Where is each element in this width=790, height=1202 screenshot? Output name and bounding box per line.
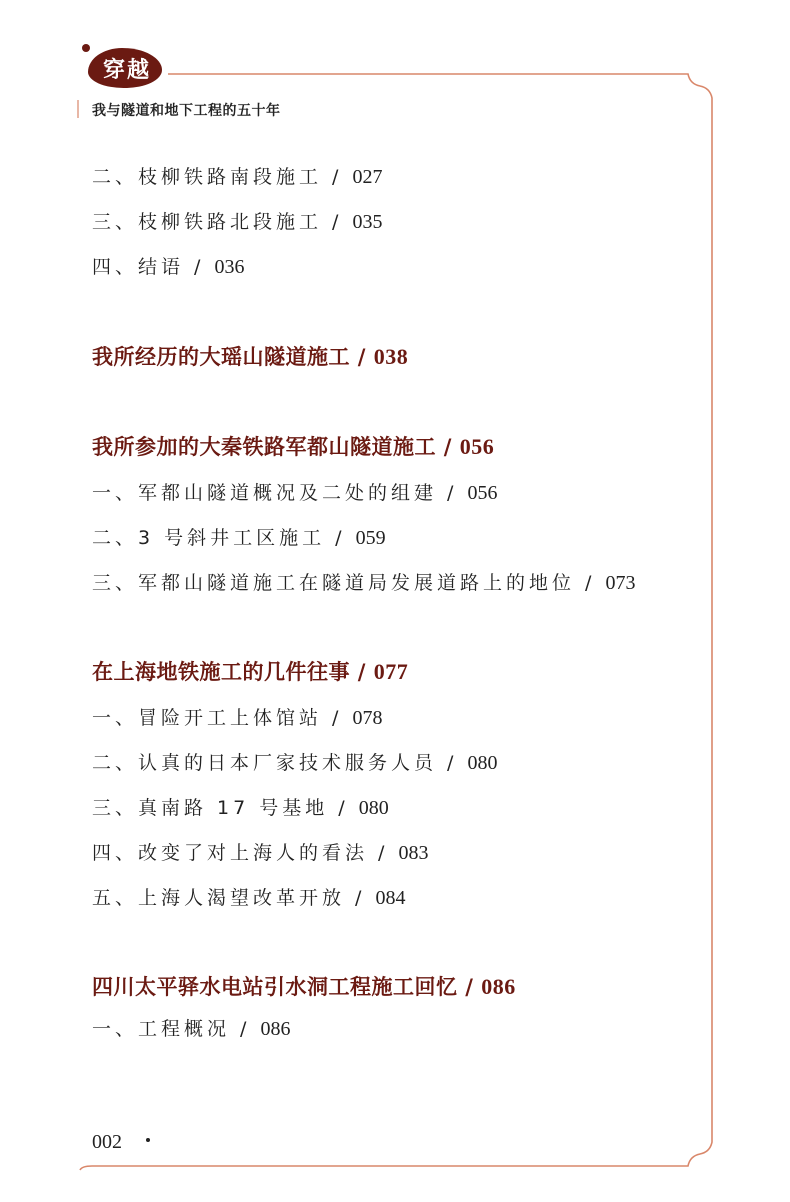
toc-page-number: 056 (459, 434, 495, 459)
logo-dot-icon (82, 44, 90, 52)
toc-item-label: 一、工程概况 (92, 1018, 231, 1040)
toc-item (92, 1014, 291, 1041)
toc-chapter-title (92, 656, 408, 686)
toc-page-number: 035 (352, 211, 383, 233)
toc-item (92, 793, 389, 820)
toc-page-number: 083 (398, 842, 429, 864)
toc-separator: / (368, 842, 399, 864)
toc-page-number: 078 (352, 707, 383, 729)
page-number-dot-icon (146, 1138, 150, 1142)
toc-item (92, 703, 383, 730)
toc-item-label: 二、枝柳铁路南段施工 (92, 166, 323, 188)
toc-page-number: 038 (373, 344, 409, 369)
toc-item-label: 四、改变了对上海人的看法 (92, 842, 369, 864)
toc-page-number: 084 (375, 887, 406, 909)
chapter-title-text: 四川太平驿水电站引水洞工程施工回忆 (92, 974, 458, 999)
logo-text: 穿越 (102, 57, 151, 83)
toc-page-number: 056 (467, 482, 498, 504)
toc-chapter-title (92, 431, 494, 461)
toc-separator: / (457, 974, 482, 999)
toc-separator: / (230, 1018, 261, 1040)
toc-chapter-title (92, 341, 408, 371)
book-logo (82, 44, 168, 96)
toc-item (92, 568, 636, 595)
page-number: 002 (92, 1131, 122, 1153)
toc-separator: / (350, 344, 374, 369)
toc-separator: / (322, 211, 353, 233)
toc-item (92, 523, 386, 550)
toc-separator: / (350, 659, 374, 684)
toc-separator: / (437, 482, 468, 504)
toc-page-number: 077 (373, 659, 409, 684)
toc-item (92, 478, 498, 505)
toc-item-label: 一、冒险开工上体馆站 (92, 707, 323, 729)
toc-item-label: 三、军都山隧道施工在隧道局发展道路上的地位 (92, 572, 576, 594)
toc-separator: / (322, 166, 353, 188)
toc-item-label: 三、枝柳铁路北段施工 (92, 211, 323, 233)
toc-item-label: 五、上海人渴望改革开放 (92, 887, 346, 909)
toc-separator: / (575, 572, 606, 594)
toc-page-number: 027 (352, 166, 383, 188)
toc-item-label: 四、结语 (92, 256, 185, 278)
toc-page-number: 073 (605, 572, 636, 594)
toc-page-number: 036 (214, 256, 245, 278)
toc-separator: / (325, 527, 356, 549)
chapter-title-text: 我所经历的大瑶山隧道施工 (92, 344, 350, 369)
toc-separator: / (184, 256, 215, 278)
book-subtitle: 我与隧道和地下工程的五十年 (92, 103, 281, 119)
toc-item (92, 207, 383, 234)
toc-item-label: 二、认真的日本厂家技术服务人员 (92, 752, 438, 774)
toc-chapter-title (92, 971, 516, 1001)
toc-page-number: 080 (467, 752, 498, 774)
chapter-title-text: 我所参加的大秦铁路军都山隧道施工 (92, 434, 436, 459)
toc-page-number: 059 (355, 527, 386, 549)
toc-separator: / (436, 434, 460, 459)
chapter-title-text: 在上海地铁施工的几件往事 (92, 659, 350, 684)
toc-separator: / (322, 707, 353, 729)
toc-separator: / (328, 797, 359, 819)
toc-item (92, 838, 429, 865)
toc-item-label: 二、3 号斜井工区施工 (92, 527, 326, 549)
toc-item (92, 748, 498, 775)
toc-separator: / (345, 887, 376, 909)
toc-item-label: 一、军都山隧道概况及二处的组建 (92, 482, 438, 504)
toc-item-label: 三、真南路 17 号基地 (92, 797, 329, 819)
toc-page-number: 080 (358, 797, 389, 819)
toc-page-number: 086 (481, 974, 516, 999)
toc-item (92, 162, 383, 189)
toc-separator: / (437, 752, 468, 774)
toc-item (92, 252, 245, 279)
toc-item (92, 883, 406, 910)
toc-page-number: 086 (260, 1018, 291, 1040)
